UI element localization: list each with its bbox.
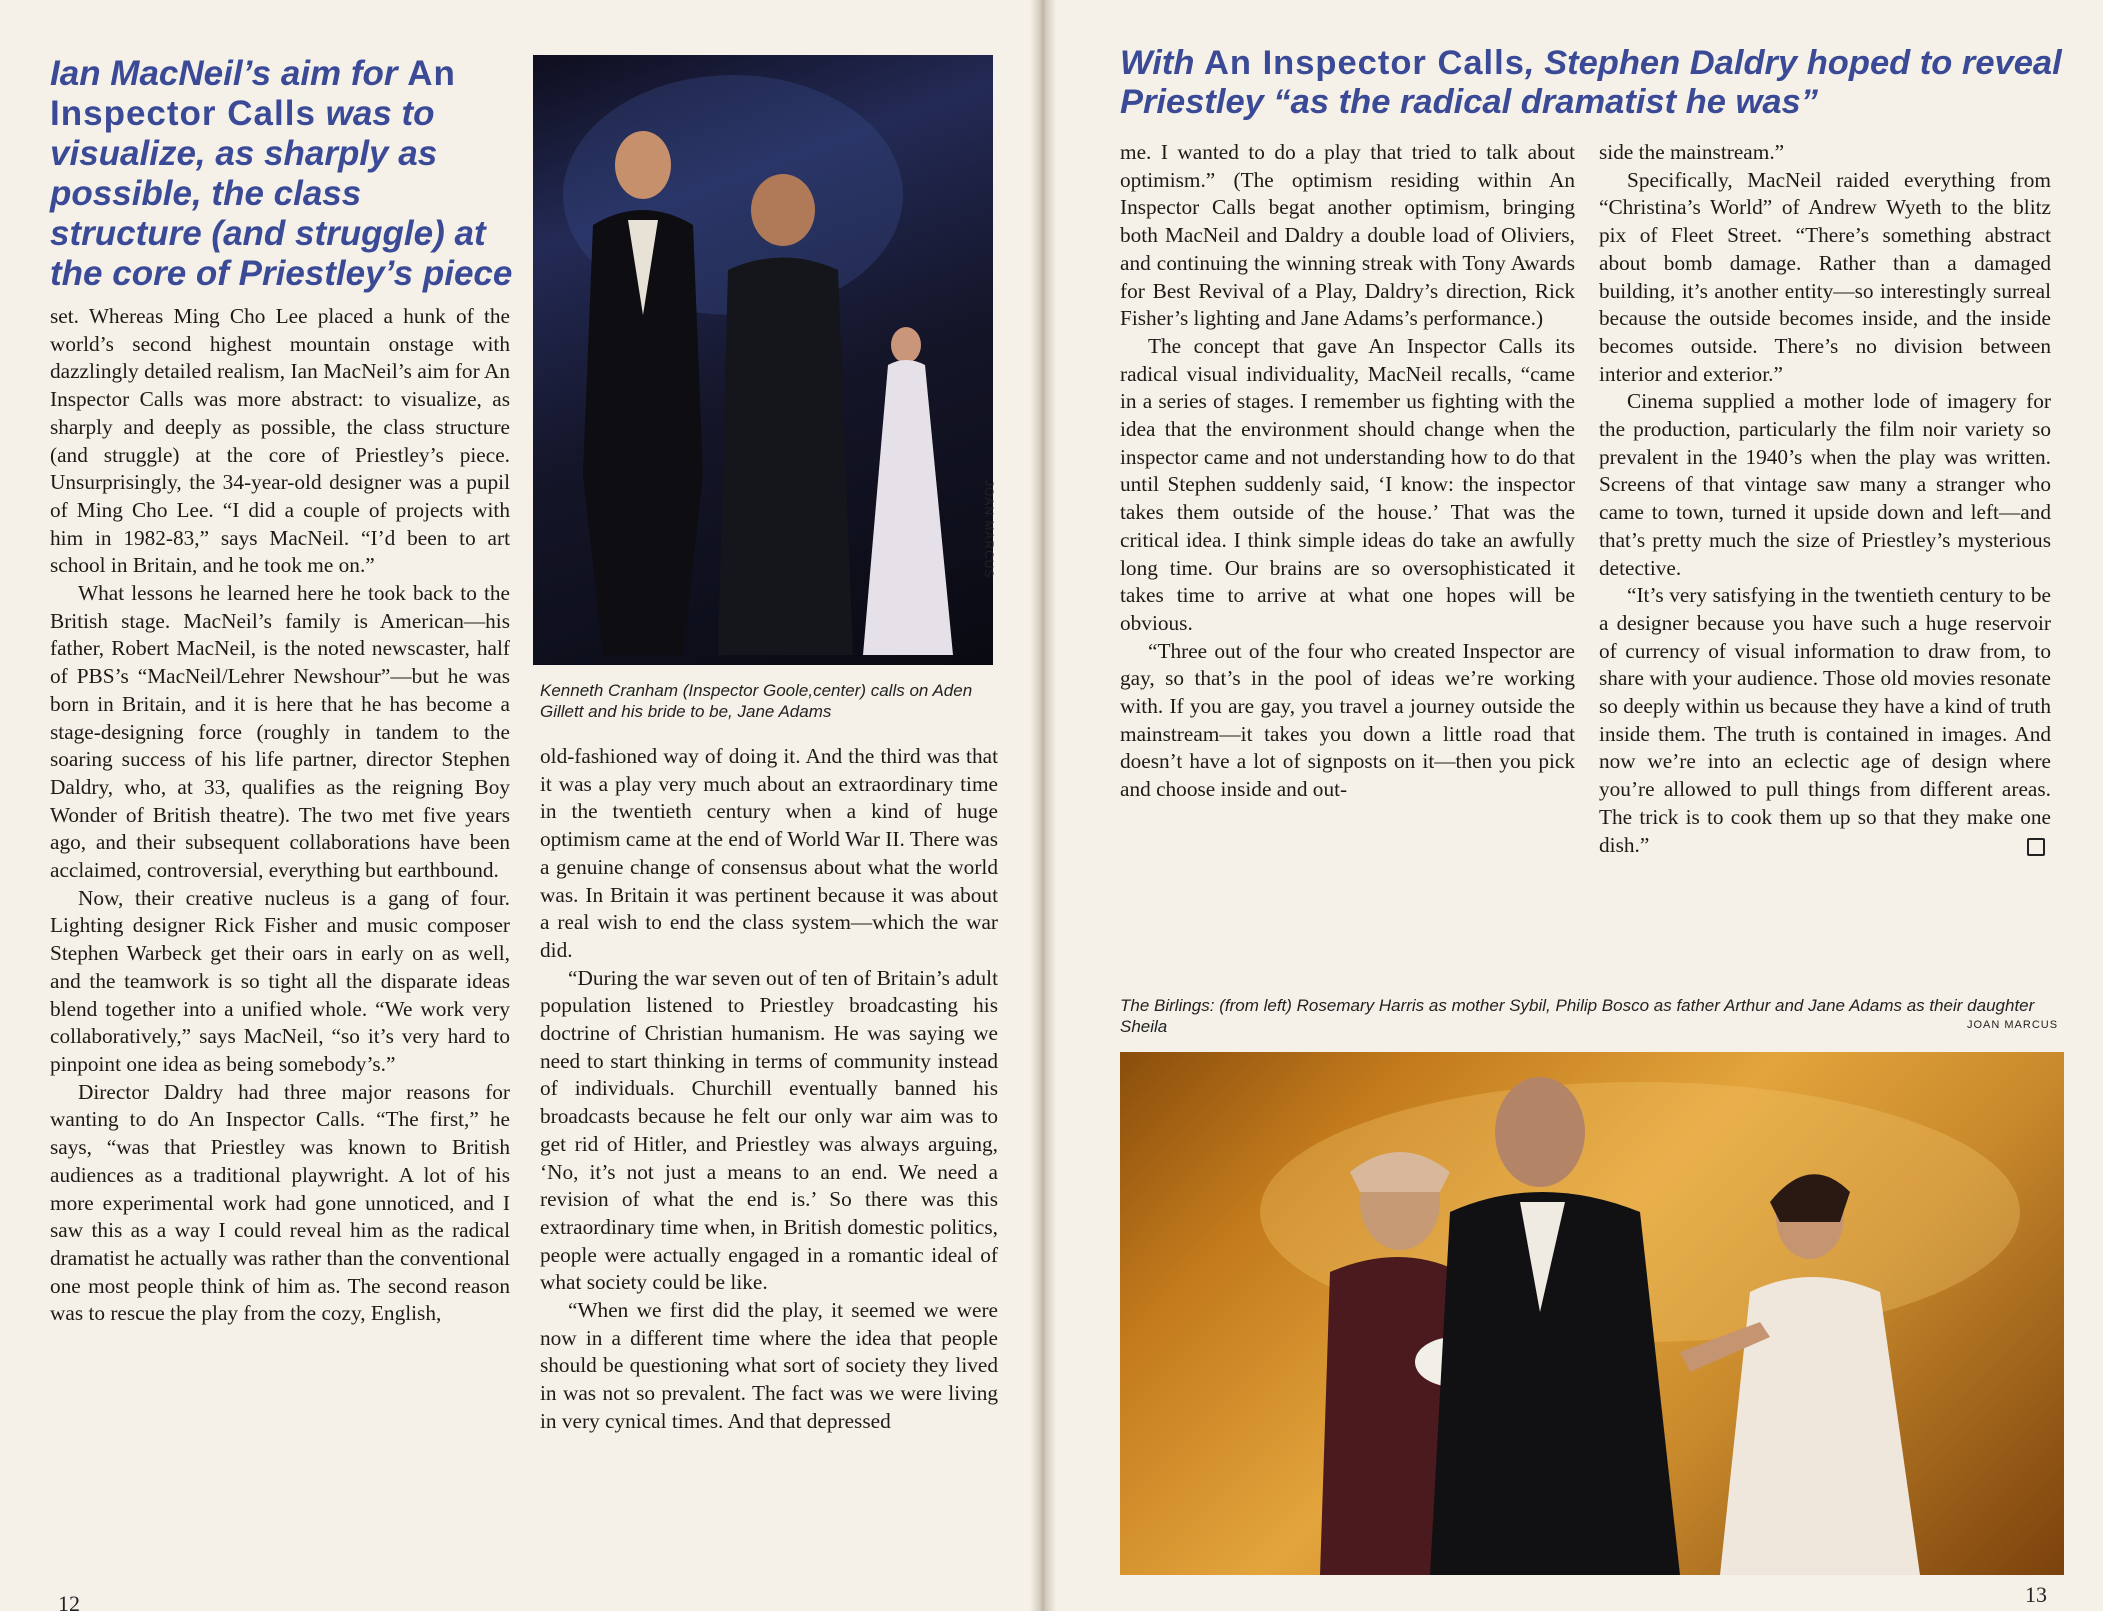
paragraph: Director Daldry had three major reasons for wanting to do An Inspector Calls. “The first,” he says, “was that Priestley was known to British audiences as a traditional playwright. A lot of his more experimental work had gone unnoticed, and I saw this as a way I could reveal him as the radical dramatist he actually was rather than the conventional one most people think of him as. The second reason was to rescue the play from the cozy, English, [50, 1079, 510, 1326]
stage-photo-birlings [1120, 1052, 2064, 1575]
left-page [0, 0, 1030, 1611]
article-column-2 [540, 743, 998, 1436]
photo-credit: JOAN MARCUS [1967, 1019, 2059, 1031]
paragraph: set. Whereas Ming Cho Lee placed a hunk of the world’s second highest mountain onstage with dazzlingly detailed realism, Ian MacNeil’s aim for An Inspector Calls was more abstract: to visualize, as sharply and deeply as possible, the class structure (and struggle) at the core of Priestley’s piece. Unsurprisingly, the 34-year-old designer was a pupil of Ming Cho Lee. “I did a couple of projects with him in 1982-83,” says MacNeil. “I’d been to art school in Britain, and he took me on.” [50, 304, 510, 578]
paragraph: “Three out of the four who created Inspector are gay, so that’s in the pool of ideas we’re working with. If you are gay, you travel a journey outside the mainstream—it takes you down a little road that doesn’t have a lot of signposts on it—then you pick and choose inside and out- [1120, 638, 1575, 802]
photo-caption: The Birlings: (from left) Rosemary Harris as mother Sybil, Philip Bosco as father Arthur and Jane Adams as their daughter Sheila [1120, 996, 2035, 1036]
article-column-3 [1120, 139, 1575, 804]
paragraph: Cinema supplied a mother lode of imagery for the production, particularly the film noir variety so prevalent in the 1940’s when the play was written. Screens of that vintage saw many a stranger who came to town, turned it upside down and left—and that’s pretty much the size of Priestley’s mysterious detective. [1599, 389, 2051, 580]
play-title: An Inspector Calls [1204, 44, 1525, 82]
right-page [1056, 0, 2103, 1611]
paragraph: side the mainstream.” [1599, 140, 1785, 164]
paragraph: old-fashioned way of doing it. And the third was that it was a play very much about an extraordinary time in the twentieth century when a kind of huge optimism came at the end of World War II. There was a genuine change of consensus about what the world was. In Britain it was pertinent because it was about a real wish to end the class system—which the war did. [540, 744, 998, 962]
binding-gutter [1030, 0, 1056, 1611]
paragraph: “When we first did the play, it seemed we were now in a different time where the idea that people should be questioning what sort of society they lived in was not so prevalent. The fact was we were living in very cynical times. And that depressed [540, 1298, 998, 1433]
paragraph: Specifically, MacNeil raided everything from “Christina’s World” of Andrew Wyeth to the blitz pix of Fleet Street. “There’s something abstract about bomb damage. Rather than a damaged building, it’s another entity—so interestingly surreal because the outside becomes inside, and the inside becomes outside. There’s no division between interior and exterior.” [1599, 167, 2051, 386]
stage-photo-inspector [533, 55, 993, 665]
article-column-1 [50, 303, 510, 1328]
paragraph: What lessons he learned here he took back to the British stage. MacNeil’s family is American—his father, Robert MacNeil, is the noted newscaster, half of PBS’s “MacNeil/Lehrer Newshour”—but he was born in Britain, and it is here that he has become a stage-designing force (roughly in tandem to the soaring success of his life partner, director Stephen Daldry, who, at 33, qualifies as the reigning Boy Wonder of British theatre). The two met five years ago, and their subsequent collaborations have been acclaimed, controversial, everything but earthbound. [50, 581, 510, 883]
article-column-4 [1599, 139, 2051, 859]
paragraph: The concept that gave An Inspector Calls its radical visual individuality, MacNeil recalls, “came in a series of stages. I remember us fighting with the idea that the environment should change when the inspector came and not understanding how to do that until Stephen suddenly said, ‘I know: the inspector takes them outside of the house.’ That was the critical idea. I think simple ideas do take an awfully long time. Our brains are so oversophisticated it takes time to arrive at what one hopes will be obvious. [1120, 333, 1575, 635]
photo-caption: Kenneth Cranham (Inspector Goole,center) calls on Aden Gillett and his bride to be, Jane Adams [540, 681, 973, 721]
photo-figures [1120, 1052, 2064, 1575]
page-number: 12 [58, 1591, 80, 1611]
end-mark [2027, 838, 2045, 856]
pull-quote-right: With An Inspector Calls, Stephen Daldry hoped to reveal Priestley “as the radical dramatist he was” [1120, 44, 2062, 121]
pull-quote-left: Ian MacNeil’s aim for An Inspector Calls was to visualize, as sharply as possible, the class structure (and struggle) at the core of Priestley’s piece [50, 54, 513, 293]
photo-figures [533, 55, 993, 665]
paragraph: “It’s very satisfying in the twentieth century to be a designer because you have such a huge reservoir of currency of visual information to draw from, to share with your audience. Those old movies resonate so deeply within us because they have a kind of truth inside them. The truth is contained in images. And now we’re into an eclectic age of design where you’re allowed to pull things from different areas. The trick is to cook them up so that they make one dish.” [1599, 583, 2051, 857]
paragraph: “During the war seven out of ten of Britain’s adult population listened to Priestley broadcasting his doctrine of Christian humanism. He was saying we need to start thinking in terms of community instead of individuals. Churchill eventually banned his broadcasts because he felt our only war aim was to get rid of Hitler, and Priestley was always arguing, ‘No, it’s not just a means to an end. We need a revision of what the end is.’ So there was this extraordinary time when, in British domestic politics, people were actually engaged in a romantic ideal of what society could be like. [540, 965, 998, 1295]
photo-credit: JOAN MARCUS [982, 480, 996, 579]
paragraph: Now, their creative nucleus is a gang of four. Lighting designer Rick Fisher and music composer Stephen Warbeck get their oars in early on as well, and the teamwork is so tight all the disparate ideas blend together into a unified whole. “We work very collaboratively,” says MacNeil, “so it’s very hard to pinpoint one idea as being somebody’s.” [50, 885, 510, 1076]
page-number: 13 [2025, 1582, 2047, 1607]
paragraph: me. I wanted to do a play that tried to talk about optimism.” (The optimism residing within An Inspector Calls begat another optimism, bringing both MacNeil and Daldry a double load of Oliviers, and continuing the winning streak with Tony Awards for Best Revival of a Play, Daldry’s direction, Rick Fisher’s lighting and Jane Adams’s performance.) [1120, 140, 1575, 331]
play-title: An Inspector Calls [50, 54, 456, 133]
